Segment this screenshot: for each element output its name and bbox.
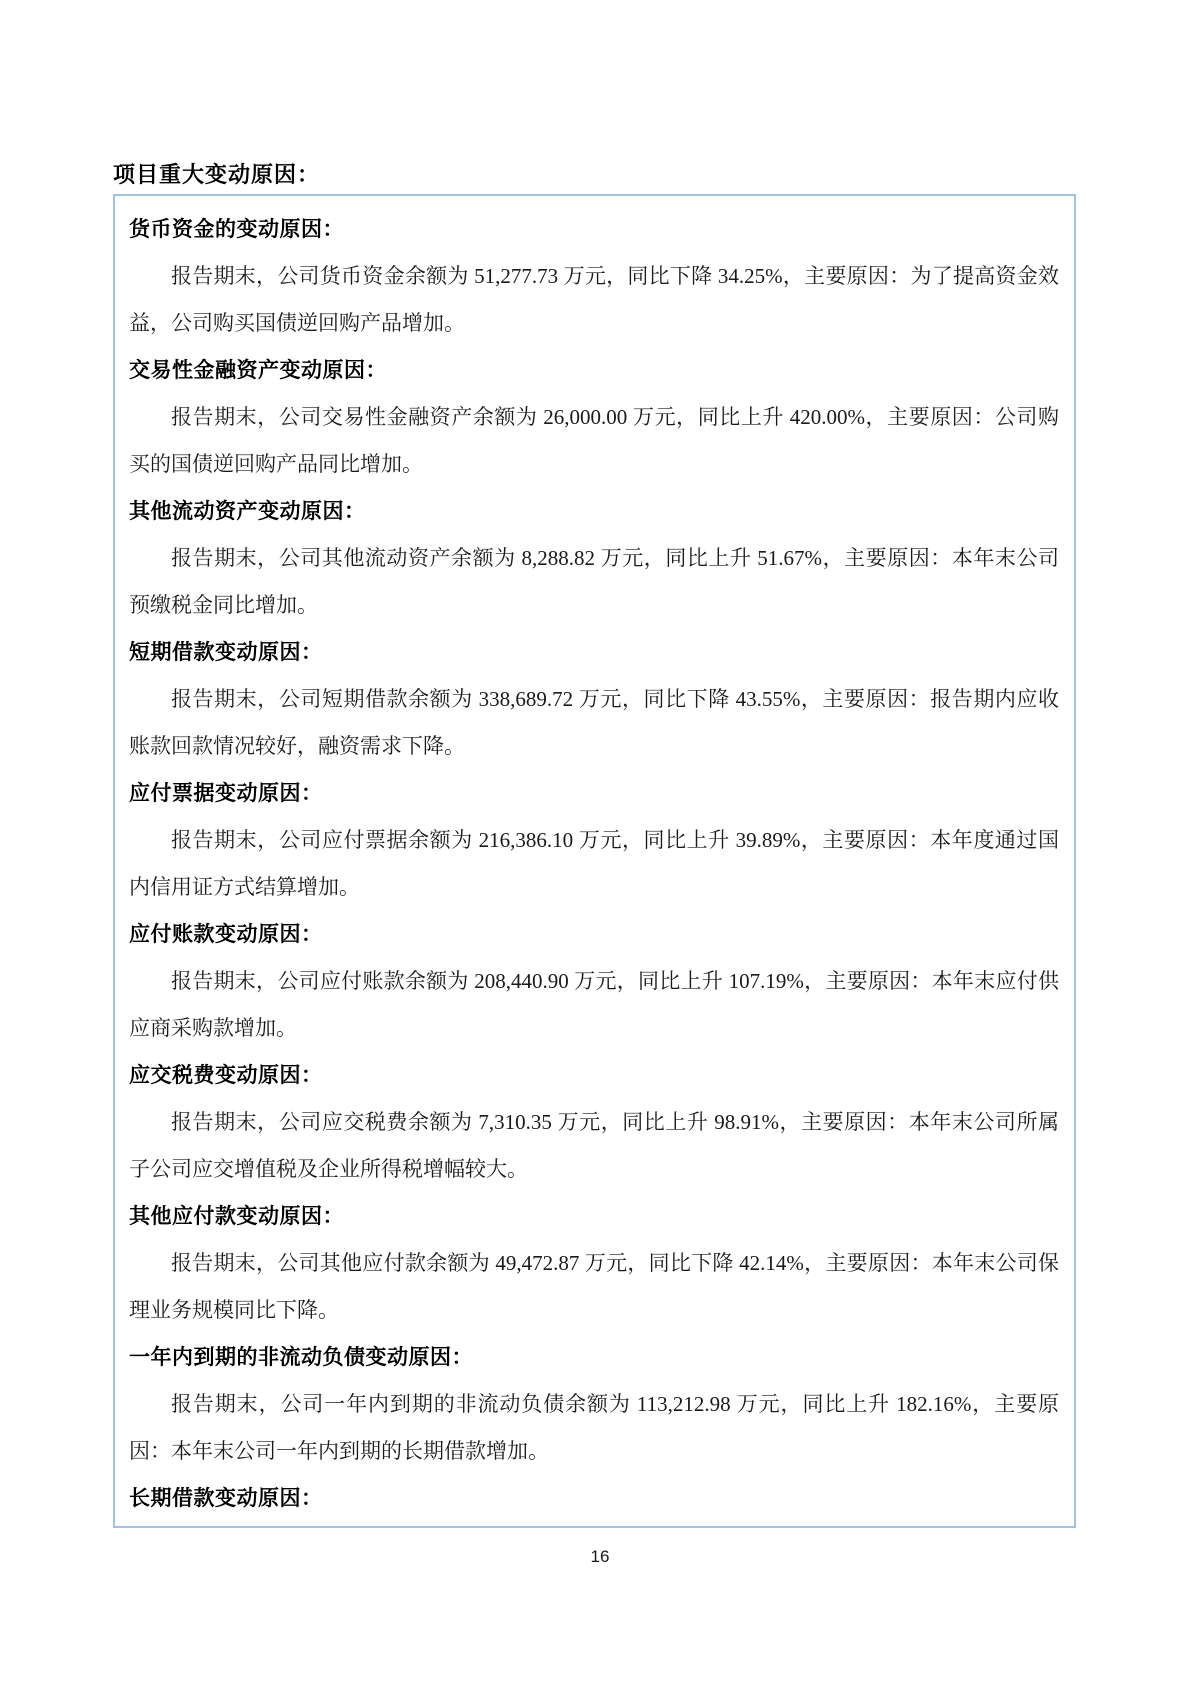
section-body: 报告期末，公司货币资金余额为 51,277.73 万元，同比下降 34.25%，主要原因：为了提高资金效益，公司购买国债逆回购产品增加。 — [129, 264, 1059, 335]
document-content — [113, 158, 1076, 1528]
section-heading: 短期借款变动原因： — [129, 641, 323, 664]
reason-section — [129, 629, 1059, 770]
section-heading: 一年内到期的非流动负债变动原因： — [129, 1346, 473, 1369]
reason-section — [129, 770, 1059, 911]
reason-section — [129, 911, 1059, 1052]
section-heading: 应交税费变动原因： — [129, 1064, 323, 1087]
section-body: 报告期末，公司其他应付款余额为 49,472.87 万元，同比下降 42.14%，主要原因：本年末公司保理业务规模同比下降。 — [129, 1251, 1059, 1322]
section-body: 报告期末，公司应付票据余额为 216,386.10 万元，同比上升 39.89%，主要原因：本年度通过国内信用证方式结算增加。 — [129, 828, 1059, 899]
section-body: 报告期末，公司一年内到期的非流动负债余额为 113,212.98 万元，同比上升 182.16%，主要原因：本年末公司一年内到期的长期借款增加。 — [129, 1392, 1059, 1463]
section-body: 报告期末，公司其他流动资产余额为 8,288.82 万元，同比上升 51.67%，主要原因：本年末公司预缴税金同比增加。 — [129, 546, 1059, 617]
page-title: 项目重大变动原因： — [113, 162, 321, 187]
reason-section — [129, 206, 1059, 347]
reasons-box — [113, 194, 1076, 1528]
section-heading: 长期借款变动原因： — [129, 1487, 323, 1510]
section-body: 报告期末，公司应付账款余额为 208,440.90 万元，同比上升 107.19%，主要原因：本年末应付供应商采购款增加。 — [129, 969, 1059, 1040]
reason-section — [129, 1193, 1059, 1334]
reason-section — [129, 1052, 1059, 1193]
section-body: 报告期末，公司短期借款余额为 338,689.72 万元，同比下降 43.55%，主要原因：报告期内应收账款回款情况较好，融资需求下降。 — [129, 687, 1059, 758]
section-heading: 交易性金融资产变动原因： — [129, 359, 387, 382]
section-heading: 应付账款变动原因： — [129, 923, 323, 946]
reason-section — [129, 488, 1059, 629]
section-heading: 应付票据变动原因： — [129, 782, 323, 805]
section-heading: 其他应付款变动原因： — [129, 1205, 344, 1228]
reason-section — [129, 347, 1059, 488]
reason-section — [129, 1334, 1059, 1475]
section-heading: 货币资金的变动原因： — [129, 218, 344, 241]
page-number: 16 — [590, 1547, 610, 1566]
section-body: 报告期末，公司交易性金融资产余额为 26,000.00 万元，同比上升 420.00%，主要原因：公司购买的国债逆回购产品同比增加。 — [129, 405, 1059, 476]
section-heading: 其他流动资产变动原因： — [129, 500, 366, 523]
section-body: 报告期末，公司应交税费余额为 7,310.35 万元，同比上升 98.91%，主要原因：本年末公司所属子公司应交增值税及企业所得税增幅较大。 — [129, 1110, 1059, 1181]
reason-section — [129, 1475, 1059, 1522]
